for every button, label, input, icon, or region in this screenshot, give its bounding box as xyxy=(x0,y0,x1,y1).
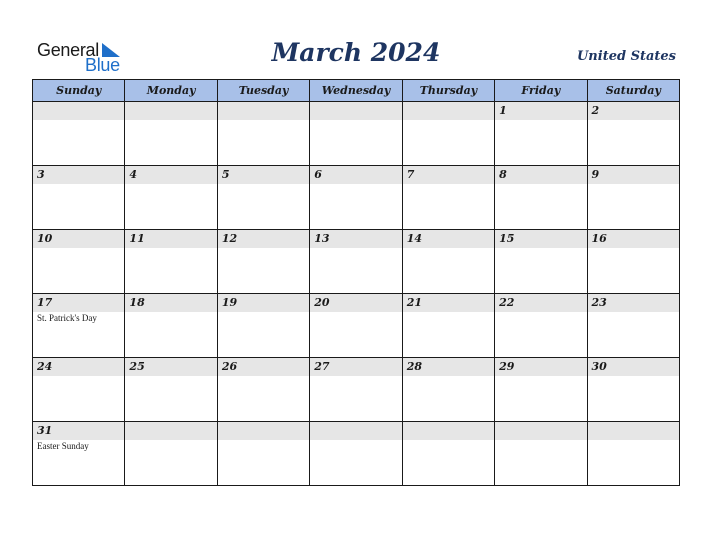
day-number: 8 xyxy=(499,168,507,181)
day-number: 17 xyxy=(37,296,53,309)
day-cell xyxy=(217,166,309,230)
day-cell xyxy=(587,230,679,294)
day-number-strip xyxy=(125,358,216,376)
day-number-strip xyxy=(588,422,679,440)
day-number-strip xyxy=(495,102,586,120)
weekday-wednesday: Wednesday xyxy=(310,80,402,102)
weekday-tuesday: Tuesday xyxy=(217,80,309,102)
day-cell xyxy=(125,422,217,486)
weekday-monday: Monday xyxy=(125,80,217,102)
day-number-strip xyxy=(218,166,309,184)
day-cell xyxy=(402,230,494,294)
day-number: 2 xyxy=(591,104,600,117)
day-number-strip xyxy=(495,166,586,184)
day-number-strip xyxy=(403,102,494,120)
day-number-strip xyxy=(495,358,586,376)
day-number-strip xyxy=(403,166,494,184)
day-number: 26 xyxy=(221,360,238,373)
day-cell xyxy=(587,166,679,230)
week-row xyxy=(33,166,680,230)
weekday-friday: Friday xyxy=(495,80,587,102)
day-cell xyxy=(217,230,309,294)
week-row xyxy=(33,230,680,294)
holiday-label: St. Patrick's Day xyxy=(37,313,97,323)
day-number: 13 xyxy=(314,232,330,245)
day-number-strip xyxy=(218,230,309,248)
day-number: 19 xyxy=(221,296,238,309)
day-number: 27 xyxy=(314,360,330,373)
day-number-strip xyxy=(588,358,679,376)
day-number-strip xyxy=(588,294,679,312)
day-number-strip xyxy=(33,102,124,120)
week-row xyxy=(33,294,680,358)
day-number-strip xyxy=(218,358,309,376)
day-cell xyxy=(495,102,587,166)
calendar-body xyxy=(33,102,680,486)
holiday-label: Easter Sunday xyxy=(37,441,89,451)
day-number-strip xyxy=(125,230,216,248)
day-number: 25 xyxy=(129,360,145,373)
day-number-strip xyxy=(495,230,586,248)
logo-text-blue: Blue xyxy=(85,55,120,75)
day-cell xyxy=(33,358,125,422)
day-number-strip xyxy=(310,102,401,120)
day-number-strip xyxy=(403,294,494,312)
day-cell xyxy=(217,358,309,422)
day-cell xyxy=(125,358,217,422)
day-cell xyxy=(402,166,494,230)
day-number: 12 xyxy=(221,232,238,245)
day-number: 5 xyxy=(221,168,230,181)
day-number: 1 xyxy=(499,104,507,117)
day-number: 31 xyxy=(37,424,53,437)
day-number-strip xyxy=(588,166,679,184)
week-row xyxy=(33,358,680,422)
day-cell xyxy=(310,358,402,422)
day-number: 16 xyxy=(591,232,607,245)
day-number-strip xyxy=(125,422,216,440)
day-number: 14 xyxy=(406,232,422,245)
weekday-header-row xyxy=(33,80,680,102)
day-number: 24 xyxy=(37,360,53,373)
day-number-strip xyxy=(403,422,494,440)
weekday-sunday: Sunday xyxy=(33,80,125,102)
day-cell xyxy=(495,230,587,294)
day-cell xyxy=(125,230,217,294)
day-number-strip xyxy=(218,422,309,440)
day-number-strip xyxy=(33,422,124,440)
day-number: 21 xyxy=(406,296,422,309)
day-number: 7 xyxy=(406,168,415,181)
day-cell xyxy=(587,294,679,358)
day-cell xyxy=(33,294,125,358)
day-cell xyxy=(310,102,402,166)
calendar-grid xyxy=(32,79,680,486)
day-cell xyxy=(125,102,217,166)
day-number: 30 xyxy=(591,360,607,373)
country-label: United States xyxy=(576,49,676,64)
day-cell xyxy=(217,102,309,166)
day-number-strip xyxy=(33,294,124,312)
day-number: 4 xyxy=(129,168,138,181)
day-number-strip xyxy=(588,230,679,248)
day-cell xyxy=(33,102,125,166)
day-cell xyxy=(587,358,679,422)
day-cell xyxy=(495,358,587,422)
day-cell xyxy=(310,422,402,486)
day-number-strip xyxy=(310,358,401,376)
day-cell xyxy=(33,166,125,230)
day-number: 23 xyxy=(591,296,607,309)
day-number: 18 xyxy=(129,296,145,309)
day-cell xyxy=(495,294,587,358)
day-cell xyxy=(217,422,309,486)
day-number-strip xyxy=(310,294,401,312)
day-number: 9 xyxy=(591,168,600,181)
day-number: 15 xyxy=(499,232,515,245)
day-cell xyxy=(402,358,494,422)
day-number-strip xyxy=(403,358,494,376)
day-number-strip xyxy=(125,102,216,120)
day-cell xyxy=(402,294,494,358)
day-number: 22 xyxy=(499,296,515,309)
day-cell xyxy=(125,166,217,230)
page-title: March 2024 xyxy=(271,38,441,67)
week-row xyxy=(33,422,680,486)
day-cell xyxy=(310,166,402,230)
day-number: 29 xyxy=(499,360,515,373)
day-cell xyxy=(125,294,217,358)
day-number-strip xyxy=(588,102,679,120)
day-cell xyxy=(33,230,125,294)
day-number: 6 xyxy=(314,168,322,181)
day-number-strip xyxy=(403,230,494,248)
weekday-thursday: Thursday xyxy=(402,80,494,102)
day-cell xyxy=(402,102,494,166)
weekday-saturday: Saturday xyxy=(587,80,679,102)
day-number: 28 xyxy=(406,360,422,373)
day-number-strip xyxy=(310,166,401,184)
day-number-strip xyxy=(495,422,586,440)
day-cell xyxy=(33,422,125,486)
day-cell xyxy=(587,422,679,486)
day-cell xyxy=(217,294,309,358)
day-number-strip xyxy=(310,422,401,440)
day-number: 10 xyxy=(37,232,53,245)
day-number-strip xyxy=(125,166,216,184)
day-number-strip xyxy=(125,294,216,312)
day-number-strip xyxy=(33,358,124,376)
logo-text-general: General xyxy=(37,40,99,60)
day-number-strip xyxy=(218,294,309,312)
day-number: 20 xyxy=(314,296,330,309)
day-number: 11 xyxy=(129,232,145,245)
day-cell xyxy=(495,422,587,486)
day-cell xyxy=(402,422,494,486)
day-cell xyxy=(310,230,402,294)
day-number-strip xyxy=(33,166,124,184)
day-cell xyxy=(495,166,587,230)
week-row xyxy=(33,102,680,166)
day-number: 3 xyxy=(37,168,45,181)
day-number-strip xyxy=(495,294,586,312)
day-cell xyxy=(310,294,402,358)
day-number-strip xyxy=(33,230,124,248)
day-number-strip xyxy=(310,230,401,248)
day-cell xyxy=(587,102,679,166)
day-number-strip xyxy=(218,102,309,120)
